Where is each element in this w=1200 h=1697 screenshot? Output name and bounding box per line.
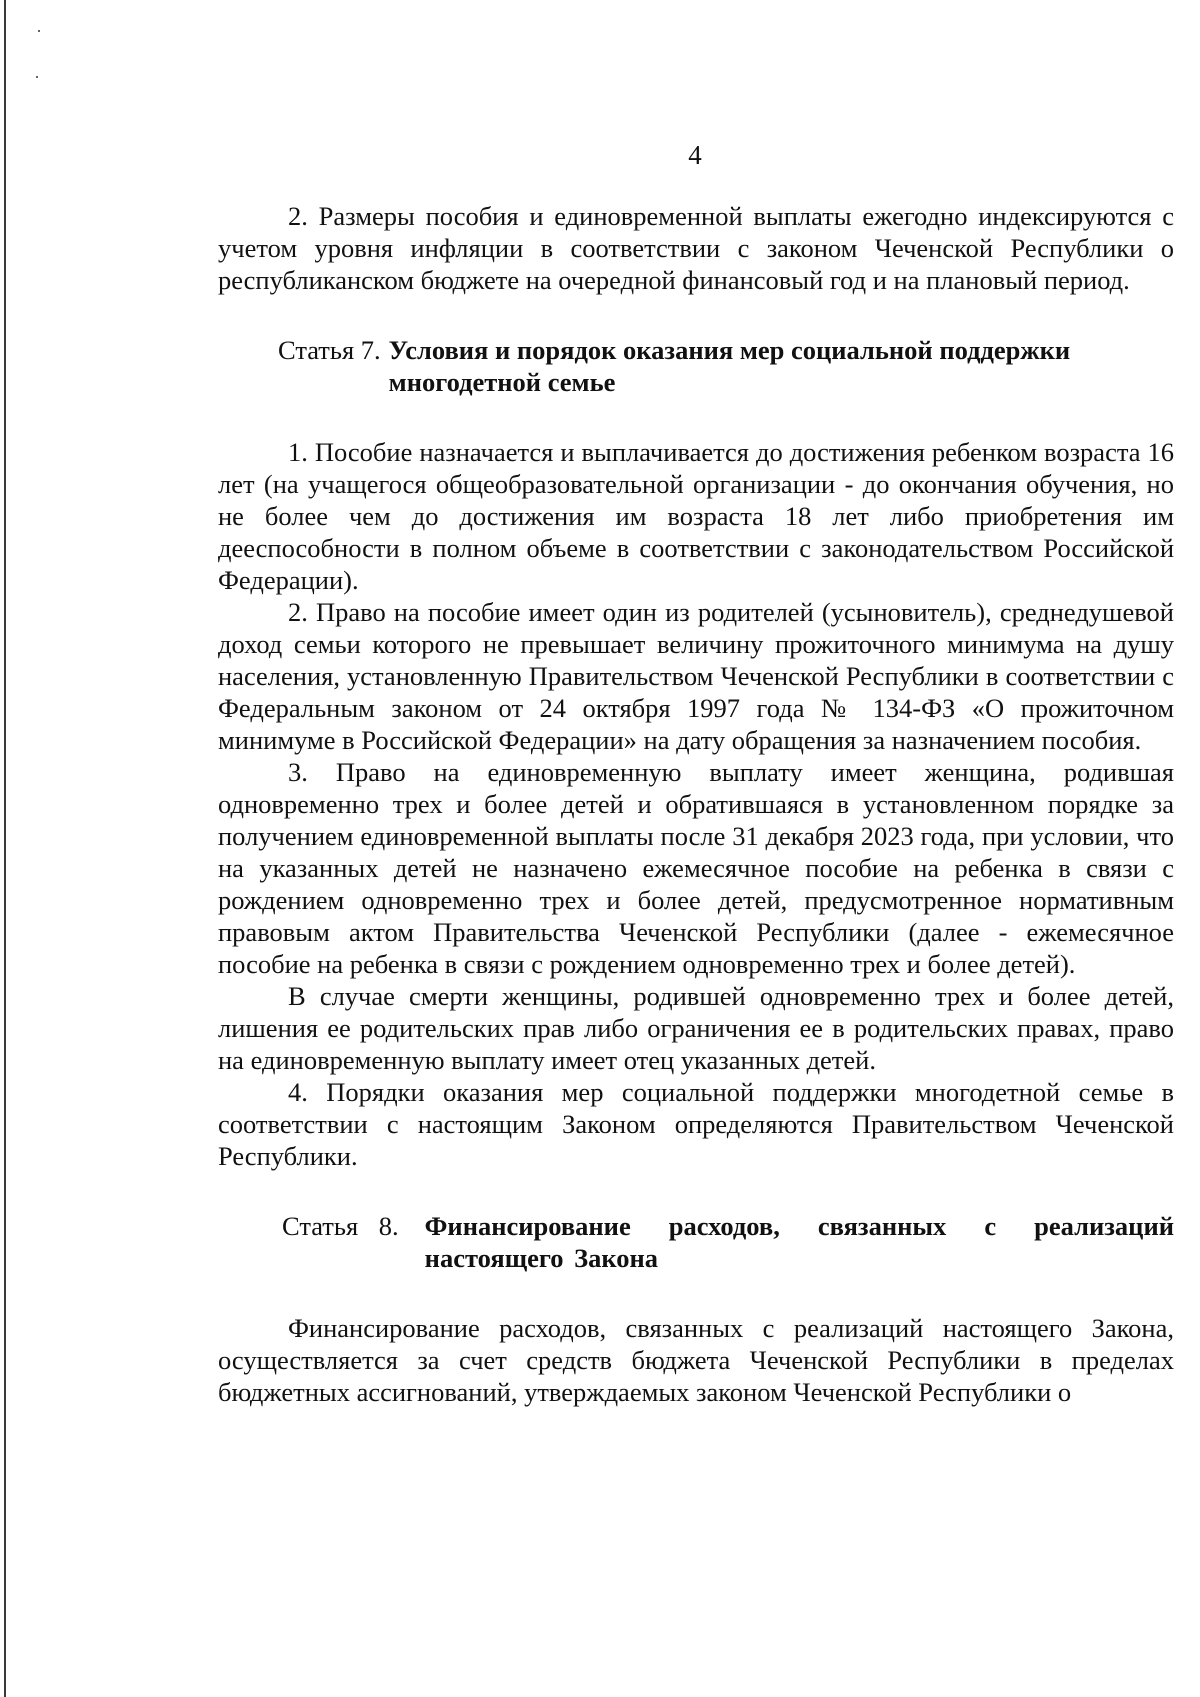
- article-8-paragraph-1: Финансирование расходов, связанных с реализаций настоящего Закона, осуществляется за счет средств бюджета Чеченской Республики в пределах бюджетных ассигнований, утверждаемых законом Чеченской Республики о: [218, 1313, 1174, 1407]
- article-7-paragraph-4: 4. Порядки оказания мер социальной поддержки многодетной семье в соответствии с настоящим Законом определяются Правительством Чеченской Республики.: [218, 1077, 1174, 1171]
- article-7-prefix: Статья 7.: [278, 335, 381, 365]
- page-number: 4: [688, 140, 702, 170]
- article-8-title: Финансирование расходов, связанных с реализаций настоящего Закона: [424, 1211, 1174, 1273]
- scan-edge: [4, 0, 6, 1697]
- article-7-paragraph-1: 1. Пособие назначается и выплачивается до достижения ребенком возраста 16 лет (на учащегося общеобразовательной организации - до окончания обучения, но не более чем до достижения им возраста 18 лет либо приобретения им дееспособности в полном объеме в соответствии с законодательством Российской Федерации).: [218, 437, 1174, 595]
- article-8-prefix: Статья 8.: [282, 1211, 399, 1241]
- scan-speck: [38, 30, 40, 32]
- article-7-heading: [218, 334, 1174, 398]
- document-body: [218, 200, 1174, 1408]
- article-7-paragraph-3-continued: В случае смерти женщины, родившей одновременно трех и более детей, лишения ее родительских прав либо ограничения ее в родительских правах, право на единовременную выплату имеет отец указанных детей.: [218, 981, 1174, 1075]
- scan-speck: [36, 76, 38, 78]
- article-7-title: Условия и порядок оказания мер социальной поддержки многодетной семье: [388, 335, 1071, 397]
- article-7-paragraph-2: 2. Право на пособие имеет один из родителей (усыновитель), среднедушевой доход семьи которого не превышает величину прожиточного минимума на душу населения, установленную Правительством Чеченской Республики в соответствии с Федеральным законом от 24 октября 1997 года № 134-ФЗ «О прожиточном минимуме в Российской Федерации» на дату обращения за назначением пособия.: [218, 597, 1174, 755]
- article-7-paragraph-3: 3. Право на единовременную выплату имеет женщина, родившая одновременно трех и более детей и обратившаяся в установленном порядке за получением единовременной выплаты после 31 декабря 2023 года, при условии, что на указанных детей не назначено ежемесячное пособие на ребенка в связи с рождением одновременно трех и более детей, предусмотренное нормативным правовым актом Правительства Чеченской Республики (далее - ежемесячное пособие на ребенка в связи с рождением одновременно трех и более детей).: [218, 757, 1174, 979]
- paragraph-indexation: 2. Размеры пособия и единовременной выплаты ежегодно индексируются с учетом уровня инфляции в соответствии с законом Чеченской Республики о республиканском бюджете на очередной финансовый год и на плановый период.: [218, 201, 1174, 295]
- article-8-heading: [218, 1210, 1174, 1274]
